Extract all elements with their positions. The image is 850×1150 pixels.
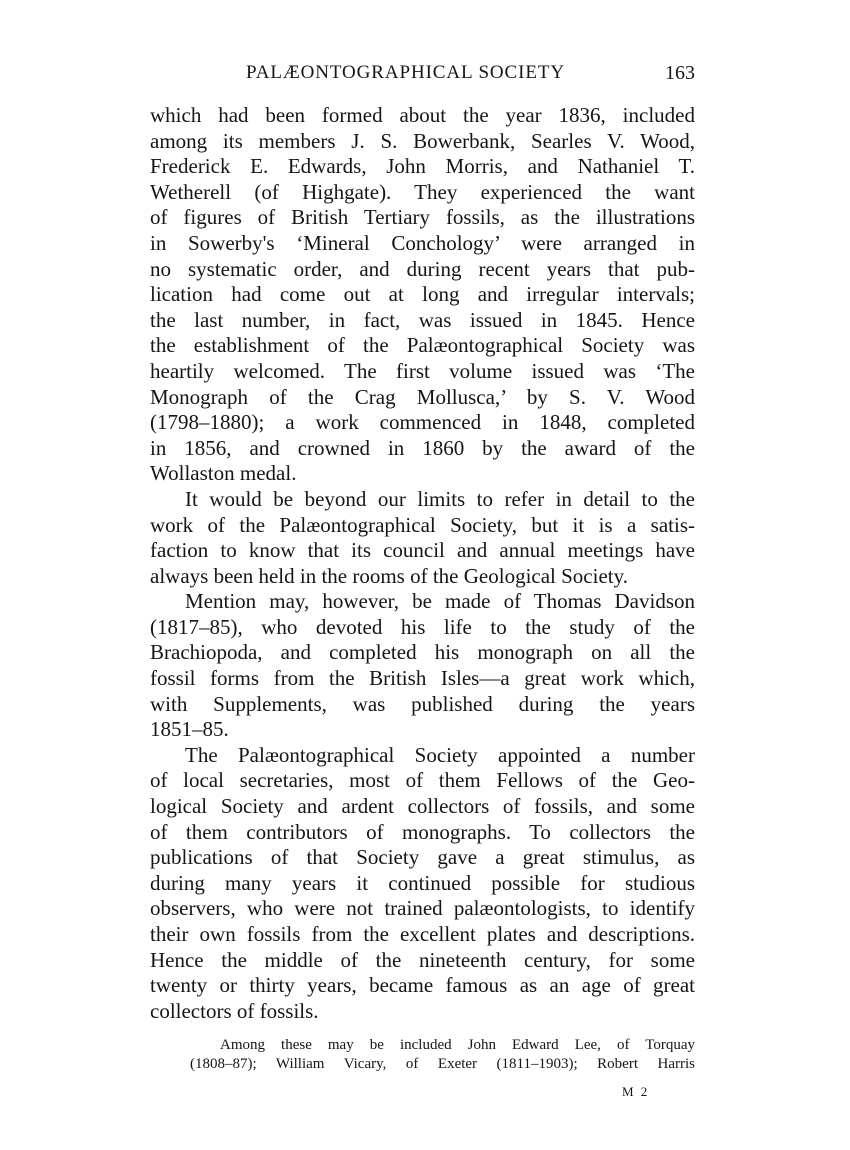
text-line: of local secretaries, most of them Fellows of the Geo- xyxy=(150,768,695,793)
footnote-line: Among these may be included John Edward Lee, of Torquay xyxy=(220,1037,695,1053)
text-line: faction to know that its council and annual meetings have xyxy=(150,538,695,563)
signature-mark: M 2 xyxy=(622,1084,650,1099)
text-line: Frederick E. Edwards, John Morris, and Nathaniel T. xyxy=(150,154,695,179)
text-line: always been held in the rooms of the Geological Society. xyxy=(150,563,629,588)
text-line: the last number, in fact, was issued in 1845. Hence xyxy=(150,307,695,332)
footnote xyxy=(190,1036,695,1074)
page-number: 163 xyxy=(665,62,695,84)
text-line: Wetherell (of Highgate). They experienced the want xyxy=(150,179,695,204)
page-header xyxy=(150,62,695,92)
text-line: work of the Palæontographical Society, but it is a satis- xyxy=(150,512,695,537)
text-line: among its members J. S. Bowerbank, Searles V. Wood, xyxy=(150,128,695,153)
text-line: which had been formed about the year 1836, included xyxy=(150,103,695,127)
text-line: It would be beyond our limits to refer in detail to the xyxy=(185,486,695,511)
text-line: The Palæontographical Society appointed a number xyxy=(185,742,695,767)
body-text xyxy=(150,103,695,1024)
text-line: no systematic order, and during recent years that pub- xyxy=(150,256,695,281)
footnote-line: (1808–87); William Vicary, of Exeter (1811–1903); Robert Harris xyxy=(190,1056,695,1072)
text-line: Monograph of the Crag Mollusca,’ by S. V. Wood xyxy=(150,384,695,409)
text-line: (1798–1880); a work commenced in 1848, completed xyxy=(150,410,695,435)
text-line: of them contributors of monographs. To collectors the xyxy=(150,819,695,844)
text-line: Brachiopoda, and completed his monograph on all the xyxy=(150,640,695,665)
text-line: of figures of British Tertiary fossils, as the illustrations xyxy=(150,205,695,230)
text-line: (1817–85), who devoted his life to the study of the xyxy=(150,614,695,639)
text-line: fossil forms from the British Isles—a great work which, xyxy=(150,666,695,691)
text-line: logical Society and ardent collectors of fossils, and some xyxy=(150,794,695,819)
text-line: their own fossils from the excellent plates and descriptions. xyxy=(150,922,695,946)
text-line: in Sowerby's ‘Mineral Conchology’ were arranged in xyxy=(150,230,695,255)
text-line: Wollaston medal. xyxy=(150,461,297,486)
text-line: heartily welcomed. The first volume issued was ‘The xyxy=(150,358,695,383)
text-line: lication had come out at long and irregular intervals; xyxy=(150,282,695,307)
text-line: the establishment of the Palæontographical Society was xyxy=(150,333,695,358)
text-line: observers, who were not trained palæontologists, to identify xyxy=(150,896,695,921)
text-line: twenty or thirty years, became famous as an age of great xyxy=(150,973,695,998)
text-line: during many years it continued possible for studious xyxy=(150,870,695,895)
running-head: PALÆONTOGRAPHICAL SOCIETY xyxy=(246,62,565,83)
text-line: in 1856, and crowned in 1860 by the award of the xyxy=(150,435,695,460)
text-line: Mention may, however, be made of Thomas Davidson xyxy=(185,589,695,614)
text-line: with Supplements, was published during the years xyxy=(150,691,695,716)
text-line: publications of that Society gave a great stimulus, as xyxy=(150,845,695,870)
text-line: 1851–85. xyxy=(150,717,229,742)
text-line: collectors of fossils. xyxy=(150,998,319,1023)
text-line: Hence the middle of the nineteenth century, for some xyxy=(150,947,695,972)
